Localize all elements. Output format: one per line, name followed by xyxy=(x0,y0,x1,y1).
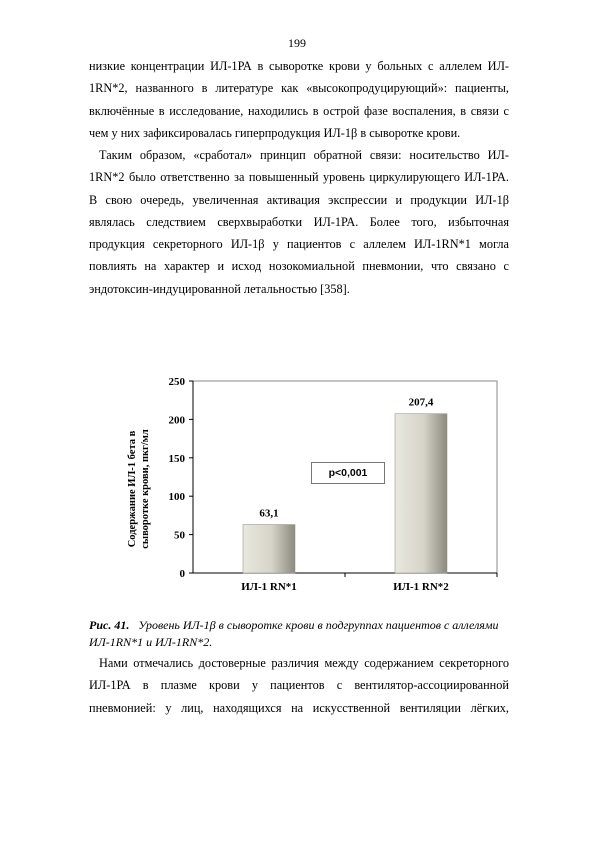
paragraph-line: повлиять на характер и исход нозокомиальной пневмонии, что связано с xyxy=(89,259,509,274)
paragraph-line: Таким образом, «сработал» принцип обратной связи: носительство ИЛ- xyxy=(99,148,509,162)
chart-canvas xyxy=(89,365,509,605)
paragraph-3 xyxy=(89,652,509,719)
y-tick-label: 100 xyxy=(168,491,185,504)
x-tick-label: ИЛ-1 RN*1 xyxy=(241,581,297,593)
figure-caption xyxy=(89,617,509,651)
y-axis-label: сыворотке крови, пкг/мл xyxy=(140,429,151,549)
y-tick-label: 250 xyxy=(168,376,185,388)
paragraph-line: В свою очередь, увеличенная активация экспрессии и продукции ИЛ-1β xyxy=(89,192,509,207)
paragraph-2 xyxy=(89,144,509,300)
paragraph-line: чем у них зафиксировалась гиперпродукция ИЛ-1β в сыворотке крови. xyxy=(89,125,461,140)
bar xyxy=(243,525,295,573)
bar xyxy=(395,414,447,573)
x-tick-label: ИЛ-1 RN*2 xyxy=(393,581,449,593)
bar-chart xyxy=(89,365,509,605)
paragraph-line: пневмонией: у лиц, находящихся на искусственной вентиляции лёгких, xyxy=(89,700,509,715)
paragraph-line: включённые в исследование, находились в острой фазе воспаления, в связи с xyxy=(89,103,509,118)
paragraph-line: низкие концентрации ИЛ-1РА в сыворотке крови у больных с аллелем ИЛ- xyxy=(89,59,509,73)
paragraph-line: Нами отмечались достоверные различия между содержанием секреторного xyxy=(99,656,509,670)
y-axis-label: Содержание ИЛ-1 бета в xyxy=(127,430,138,548)
y-tick-label: 0 xyxy=(179,568,185,580)
y-tick-label: 200 xyxy=(168,414,185,427)
data-label: 63,1 xyxy=(259,507,279,520)
paragraph-line: 1RN*2 было ответственно за повышенный уровень циркулирующего ИЛ-1РА. xyxy=(89,170,509,185)
y-tick-label: 150 xyxy=(168,452,185,465)
paragraph-line: ИЛ-1РА в плазме крови у пациентов с вентилятор-ассоциированной xyxy=(89,678,509,693)
paragraph-line: являлась следствием сверхвыработки ИЛ-1РА. Более того, избыточная xyxy=(89,214,509,229)
paragraph-line: эндотоксин-индуцированной летальностью [358]. xyxy=(89,281,350,296)
paragraph-line: продукция секреторного ИЛ-1β у пациентов с аллелем ИЛ-1RN*1 могла xyxy=(89,237,509,252)
p-value-annotation: p<0,001 xyxy=(311,462,385,484)
caption-text: Уровень ИЛ-1β в сыворотке крови в подгруппах пациентов с аллелями ИЛ-1RN*1 и ИЛ-1RN*2. xyxy=(89,618,499,649)
page-number: 199 xyxy=(288,36,306,50)
paragraph-1 xyxy=(89,55,509,144)
paragraph-line: 1RN*2, названного в литературе как «высокопродуцирующий»: пациенты, xyxy=(89,81,509,96)
y-tick-label: 50 xyxy=(174,529,185,542)
data-label: 207,4 xyxy=(408,396,434,409)
caption-label: Рис. 41. xyxy=(89,618,130,632)
